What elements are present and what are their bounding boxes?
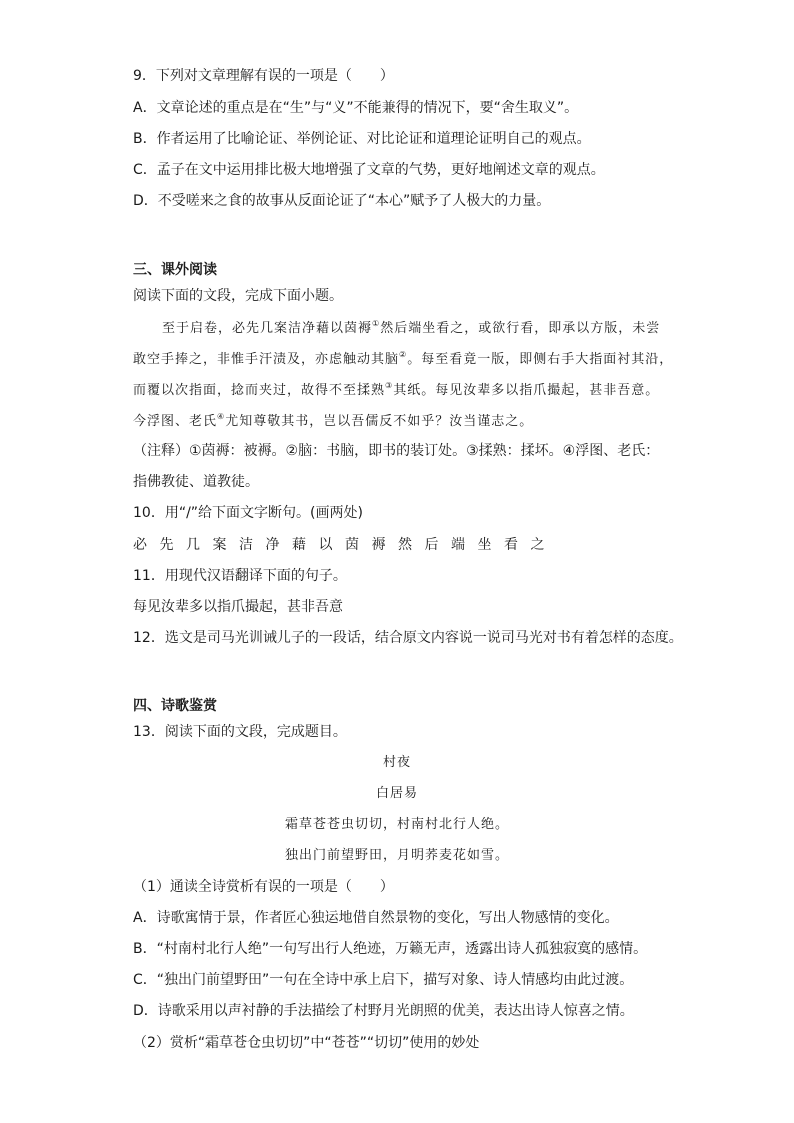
footnote-marker: ① [372,319,381,328]
question-9-option-d: D．不受嗟来之食的故事从反面论证了“本心”赋予了人极大的力量。 [133,193,551,209]
question-13-stem: 13．阅读下面的文段，完成题目。 [133,724,347,740]
question-9-option-b: B．作者运用了比喻论证、举例论证、对比论证和道理论证明自己的观点。 [133,131,591,147]
section-4-heading: 四、诗歌鉴赏 [133,698,217,714]
question-13-option-d: D．诗歌采用以声衬静的手法描绘了村野月光朗照的优美，表达出诗人惊喜之情。 [133,1003,634,1019]
question-13-option-a: A．诗歌寓情于景，作者匠心独运地借自然景物的变化，写出人物感情的变化。 [133,910,619,926]
passage-line-4: 今浮图、老氏④尤知尊敬其书，岂以吾儒反不如乎？汝当谨志之。 [133,412,534,429]
question-13-sub-2: （2）赏析“霜草苍仓虫切切”中“苍苍”“切切”使用的妙处 [133,1035,480,1051]
poem-line-1: 霜草苍苍虫切切，村南村北行人绝。 [284,817,509,832]
passage-line-2: 敢空手捧之，非惟手汗渍及，亦虑触动其脑②。每至看竟一版，即侧右手大指面衬其沿， [133,350,674,367]
question-11-text: 每见汝辈多以指爪撮起，甚非吾意 [133,599,343,615]
annotation-line-2: 指佛教徒、道教徒。 [133,474,259,490]
footnote-marker: ③ [385,381,394,390]
question-13-option-b: B．“村南村北行人绝”一句写出行人绝迹，万籁无声，透露出诗人孤独寂寞的感情。 [133,941,648,957]
poem-line-2: 独出门前望野田，月明荞麦花如雪。 [284,848,509,863]
question-12-stem: 12．选文是司马光训诫儿子的一段话，结合原文内容说一说司马光对书有着怎样的态度。 [133,630,683,646]
section-3-intro: 阅读下面的文段，完成下面小题。 [133,288,343,304]
footnote-marker: ② [399,350,408,359]
annotation-line-1: （注释）①茵褥：被褥。②脑：书脑，即书的装订处。③揉熟：揉坏。④浮图、老氏： [133,443,660,459]
question-10-text: 必先几案洁净藉以茵褥然后端坐看之 [133,537,557,553]
question-13-sub-1: （1）通读全诗赏析有误的一项是（ ） [133,879,394,895]
question-11-stem: 11．用现代汉语翻译下面的句子。 [133,568,347,584]
footnote-marker: ④ [217,412,226,421]
question-10-stem: 10．用“/”给下面文字断句。(画两处) [133,505,363,521]
question-9-option-a: A．文章论述的重点是在“生”与“义”不能兼得的情况下，要“舍生取义”。 [133,100,579,116]
question-13-option-c: C．“独出门前望野田”一句在全诗中承上启下，描写对象、诗人情感均由此过渡。 [133,972,634,988]
poem-title: 村夜 [382,755,411,770]
passage-line-3: 而覆以次指面，捻而夹过，故得不至揉熟③其纸。每见汝辈多以指爪撮起，甚非吾意。 [133,381,660,398]
question-9-stem: 9．下列对文章理解有误的一项是（ ） [133,68,394,84]
passage-line-1: 至于启卷，必先几案洁净藉以茵褥①然后端坐看之，或欲行看，即承以方版，未尝 [162,319,661,336]
poem-author: 白居易 [375,786,418,801]
section-3-heading: 三、课外阅读 [133,262,217,278]
question-9-option-c: C．孟子在文中运用排比极大地增强了文章的气势，更好地阐述文章的观点。 [133,162,605,178]
